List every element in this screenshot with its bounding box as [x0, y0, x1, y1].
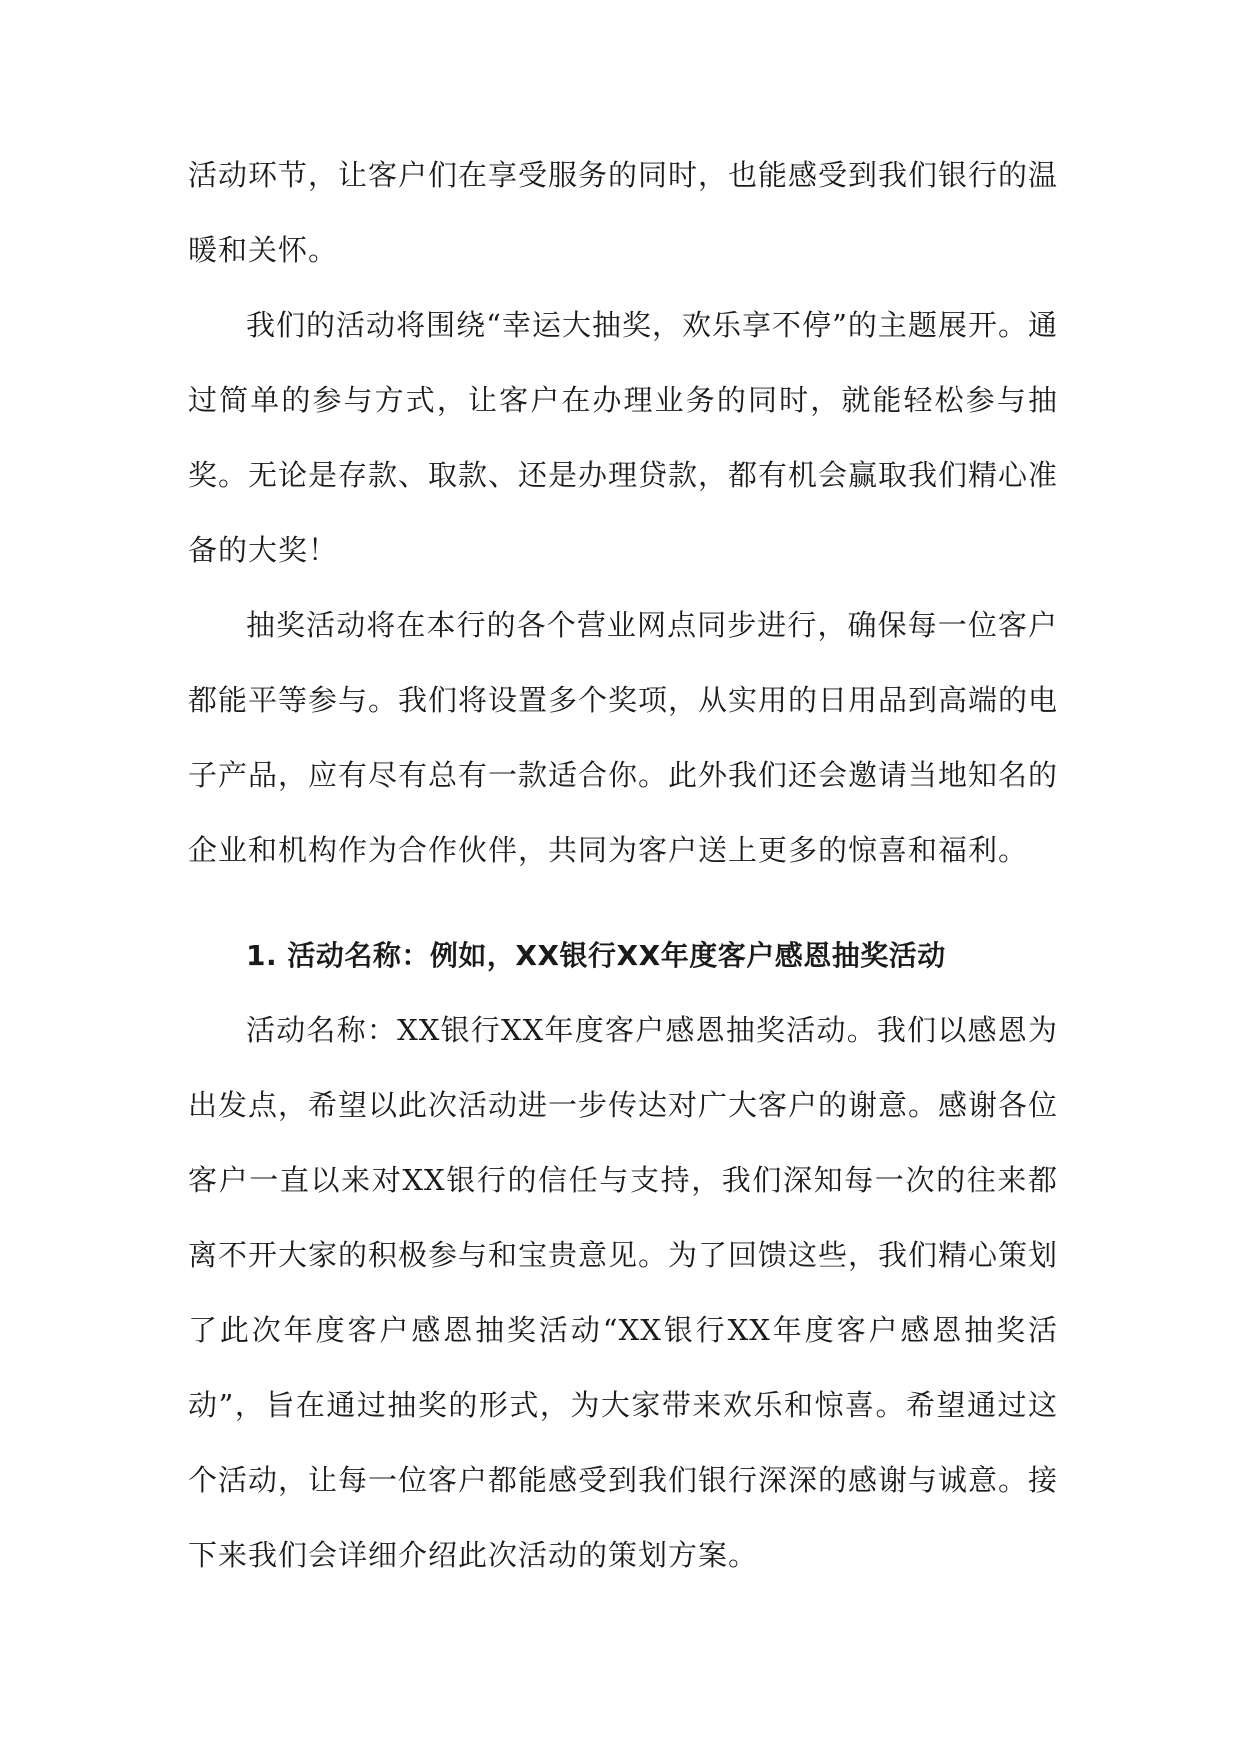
- paragraph-continued: 活动环节，让客户们在享受服务的同时，也能感受到我们银行的温暖和关怀。: [188, 158, 1059, 267]
- document-body: [188, 138, 1058, 1593]
- section-heading: 1. 活动名称：例如，XX银行XX年度客户感恩抽奖活动: [246, 939, 946, 972]
- paragraph-activity-name: 活动名称：XX银行XX年度客户感恩抽奖活动。我们以感恩为出发点，希望以此次活动进一步传达对广大客户的谢意。感谢各位客户一直以来对XX银行的信任与支持，我们深知每一次的往来都离不开大家的积极参与和宝贵意见。为了回馈这些，我们精心策划了此次年度客户感恩抽奖活动“XX银行XX年度客户感恩抽奖活动”，旨在通过抽奖的形式，为大家带来欢乐和惊喜。希望通过这个活动，让每一位客户都能感受到我们银行深深的感谢与诚意。接下来我们会详细介绍此次活动的策划方案。: [188, 1013, 1059, 1572]
- paragraph-locations: 抽奖活动将在本行的各个营业网点同步进行，确保每一位客户都能平等参与。我们将设置多个奖项，从实用的日用品到高端的电子产品，应有尽有总有一款适合你。此外我们还会邀请当地知名的企业和机构作为合作伙伴，共同为客户送上更多的惊喜和福利。: [188, 608, 1059, 867]
- section-spacer: [188, 888, 1058, 918]
- paragraph-theme: 我们的活动将围绕“幸运大抽奖，欢乐享不停”的主题展开。通过简单的参与方式，让客户在办理业务的同时，就能轻松参与抽奖。无论是存款、取款、还是办理贷款，都有机会赢取我们精心准备的大奖！: [188, 308, 1059, 567]
